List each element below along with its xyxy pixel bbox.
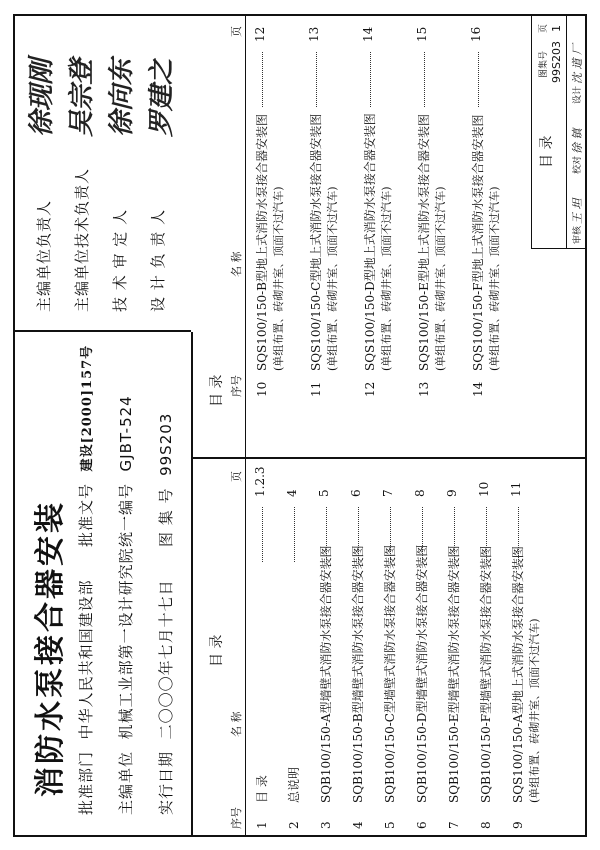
toc-seq: 10 [255,381,269,397]
toc-center-divider [191,458,587,460]
toc-leader-dots [478,52,479,107]
cover-info-right-1: 统一编号 GJBT-524 [117,395,135,547]
toc-seq: 14 [471,381,485,397]
toc-row [445,545,462,829]
toc-col-page-left: 页 [230,471,243,482]
toc-row [361,113,378,397]
toc-item-name: SQS100/150-D型地上式消防水泵接合器安装图 [363,113,377,371]
toc-seq: 9 [511,821,525,829]
toc-item-note: (单组布置、砖砌井室、顶面不过汽车) [272,186,285,371]
toc-seq: 8 [479,821,493,829]
cover-info-right-0: 批准文号 建设[2000]157号 [77,344,95,547]
toc-leader-dots [486,507,487,562]
atlas-label: 图集号 [539,50,549,78]
toc-leader-dots [262,52,263,107]
sig-name-0: 徐现刚 [27,58,57,137]
toc-page: 10 [477,481,491,497]
sig-name-3: 罗建之 [147,58,177,137]
toc-item-name: SQS100/150-A型地上式消防水泵接合器安装图 [511,546,525,803]
toc-leader-dots [358,507,359,562]
sig-role-3: 设 计 负 责 人 [149,208,167,312]
toc-col-seq-left: 序号 [230,807,243,829]
toc-item-name: SQB100/150-B型墙壁式消防水泵接合器安装图 [351,545,365,803]
rotated-sheet [13,14,587,837]
toc-leader-dots [454,507,455,562]
toc-col-name-left: 名 称 [230,711,243,737]
toc-item-name: SQS100/150-B型地上式消防水泵接合器安装图 [255,113,269,371]
toc-seq: 7 [447,821,461,829]
toc-leader-dots [422,507,423,562]
sign-label-0: 审核 [573,225,583,244]
title-block-caption: 目 录 [539,135,555,168]
cover-info-right-2: 图 集 号 99S203 [157,412,175,547]
page-no: 1 [550,25,563,32]
toc-row [253,775,270,829]
cover-title: 消防水泵接合器安装 [33,500,68,797]
toc-page: 6 [349,489,363,497]
toc-page: 12 [253,26,267,42]
sign-name-1: 徐 镇 [571,128,584,154]
cover-info-0: 批准部门 中华人民共和国建设部 [77,579,95,815]
toc-row [317,546,334,829]
toc-seq: 11 [309,381,323,397]
atlas-no: 99S203 [550,41,563,83]
toc-seq: 5 [383,821,397,829]
toc-page: 7 [381,489,395,497]
page-label: 页 [539,23,549,33]
toc-seq: 3 [319,821,333,829]
toc-row [381,545,398,829]
toc-seq: 1 [255,821,269,829]
toc-item-name: SQB100/150-E型墙壁式消防水泵接合器安装图 [447,545,461,803]
toc-page: 15 [415,26,429,42]
toc-row [415,114,432,397]
toc-seq: 4 [351,821,365,829]
toc-col-page-right: 页 [230,26,243,37]
toc-heading-left: 目 录 [209,634,225,667]
toc-item-name: SQS100/150-F型地上式消防水泵接合器安装图 [471,114,485,371]
title-block [531,14,587,249]
toc-page: 5 [317,489,331,497]
toc-item-note: (单组布置、砖砌井室、顶面不过汽车) [326,186,339,371]
toc-page: 1.2.3 [253,466,267,497]
toc-item-note: (单组布置、砖砌井室、顶面不过汽车) [434,186,447,371]
sig-role-0: 主编单位负责人 [35,199,53,312]
toc-page: 9 [445,489,459,497]
toc-page: 4 [285,489,299,497]
cover-info-2: 实行日期 二〇〇〇年七月十七日 [157,579,175,815]
toc-row [469,114,486,397]
toc-item-note: (单组布置、砖砌井室、顶面不过汽车) [528,618,541,803]
toc-leader-dots [316,52,317,107]
toc-seq: 2 [287,821,301,829]
toc-page: 8 [413,489,427,497]
toc-leader-dots [390,507,391,562]
sign-name-2: 沈 道 厂 [571,44,584,84]
toc-item-note: (单组布置、砖砌井室、顶面不过汽车) [380,186,393,371]
toc-row [349,545,366,829]
toc-item-name: SQB100/150-C型墙壁式消防水泵接合器安装图 [383,545,397,803]
toc-item-name: SQS100/150-C型地上式消防水泵接合器安装图 [309,113,323,371]
toc-item-name: SQS100/150-E型地上式消防水泵接合器安装图 [417,114,431,371]
sig-role-1: 主编单位技术负责人 [73,167,91,312]
toc-col-name-right: 名 称 [230,251,243,277]
toc-item-note: (单组布置、砖砌井室、顶面不过汽车) [488,186,501,371]
toc-header-rule [245,14,246,837]
toc-item-name: SQB100/150-F型墙壁式消防水泵接合器安装图 [479,545,493,803]
cover-info-1: 主编单位 机械工业部第一设计研究院 [117,547,135,815]
toc-page: 14 [361,26,375,42]
toc-leader-dots [326,507,327,562]
sig-role-2: 技 术 审 定 人 [111,208,129,312]
toc-col-seq-right: 序号 [230,375,243,397]
toc-seq: 6 [415,821,429,829]
toc-row [307,114,324,397]
cover-divider [191,332,193,837]
toc-page: 11 [509,481,523,497]
toc-item-name: SQB100/150-D型墙壁式消防水泵接合器安装图 [415,544,429,803]
toc-row [253,114,270,397]
toc-item-name: 总说明 [287,766,301,803]
toc-leader-dots [370,52,371,107]
toc-item-name: SQB100/150-A型墙壁式消防水泵接合器安装图 [319,545,333,803]
sig-name-1: 吴宗登 [67,58,97,137]
toc-seq: 12 [363,381,377,397]
toc-row [285,767,302,829]
toc-item-name: 目 录 [255,775,269,803]
toc-leader-dots [518,507,519,562]
sign-name-0: 王 坦 [571,198,584,224]
toc-row [477,546,494,829]
cover-sig-divider [13,330,191,332]
toc-page: 16 [469,26,483,42]
toc-seq: 13 [417,381,431,397]
toc-leader-dots [294,507,295,562]
toc-row [509,546,526,829]
title-block-rule [566,15,567,248]
toc-heading-right: 目 录 [209,374,225,407]
toc-leader-dots [262,507,263,562]
sign-label-2: 设计 [573,85,583,104]
toc-row [413,545,430,829]
sign-label-1: 校对 [573,155,583,174]
sig-name-2: 徐向东 [107,58,137,137]
toc-page: 13 [307,26,321,42]
toc-leader-dots [424,52,425,107]
